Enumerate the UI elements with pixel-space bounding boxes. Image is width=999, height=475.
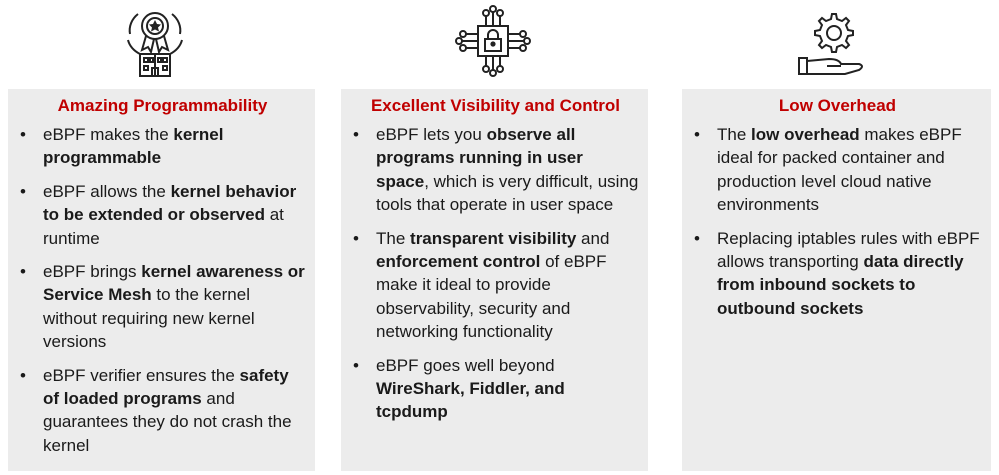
- bullet-item: [18, 180, 307, 250]
- bullet-list: [351, 123, 640, 424]
- bullet-dot: •: [353, 228, 359, 248]
- bullet-text: at runtime: [43, 205, 284, 248]
- bullet-bold-text: data directly from inbound sockets to outbound sockets: [717, 252, 964, 318]
- bullet-dot: •: [20, 181, 26, 201]
- bullet-bold-text: transparent visibility: [410, 228, 577, 248]
- bullet-item: [692, 123, 983, 217]
- bullet-text: and guarantees they do not crash the kernel: [43, 389, 292, 455]
- bullet-dot: •: [20, 365, 26, 385]
- gear-hand-icon: [789, 4, 879, 82]
- bullet-list: [18, 123, 307, 457]
- bullet-text: of eBPF make it ideal to provide observability, security and networking functionality: [376, 252, 607, 342]
- bullet-text: makes eBPF ideal for packed container and production level cloud native environments: [717, 125, 962, 215]
- bullet-text: , which is very difficult, using tools that operate in user space: [376, 171, 639, 215]
- circuit-lock-icon: [448, 4, 538, 82]
- bullet-bold-text: enforcement control: [376, 252, 541, 272]
- bullet-text: eBPF verifier ensures the: [43, 365, 240, 385]
- bullet-bold-text: low overhead: [751, 125, 860, 144]
- bullet-item: [18, 364, 307, 458]
- bullet-text: eBPF makes the: [43, 125, 174, 144]
- panel-title: Excellent Visibility and Control: [370, 96, 621, 115]
- bullet-dot: •: [694, 228, 700, 248]
- bullet-item: [351, 123, 640, 217]
- bullet-bold-text: kernel awareness or Service Mesh: [43, 262, 305, 305]
- bullet-text: The: [376, 228, 411, 248]
- bullet-dot: •: [20, 262, 26, 282]
- bullet-text: The: [717, 125, 752, 144]
- bullet-text: Replacing iptables rules with eBPF allows transporting: [717, 228, 980, 272]
- bullet-dot: •: [20, 125, 26, 144]
- bullet-bold-text: kernel behavior to be extended or observed: [43, 181, 297, 225]
- bullet-text: eBPF brings: [43, 262, 142, 282]
- panel-title: Amazing Programmability: [57, 96, 268, 115]
- bullet-item: [18, 123, 307, 170]
- panel-low-overhead: [682, 89, 991, 471]
- bullet-dot: •: [353, 125, 359, 144]
- bullet-text: eBPF allows the: [43, 181, 171, 201]
- panel-title: Low Overhead: [778, 96, 897, 115]
- bullet-item: [351, 354, 640, 424]
- bullet-item: [351, 227, 640, 344]
- bullet-bold-text: WireShark, Fiddler, and tcpdump: [376, 379, 565, 422]
- bullet-dot: •: [694, 125, 700, 144]
- panel-amazing-programmability: [8, 89, 315, 471]
- bullet-text: and: [576, 228, 610, 248]
- bullet-list: [692, 123, 983, 320]
- bullet-text: eBPF goes well beyond: [376, 355, 555, 375]
- bullet-item: [692, 227, 983, 321]
- bullet-bold-text: observe all programs running in user space: [376, 125, 583, 191]
- bullet-text: eBPF lets you: [376, 125, 487, 144]
- award-medal-building-icon: [110, 4, 200, 82]
- bullet-text: to the kernel without requiring new kernel versions: [43, 285, 255, 352]
- bullet-dot: •: [353, 355, 359, 375]
- bullet-bold-text: safety of loaded programs: [43, 365, 289, 409]
- bullet-bold-text: kernel programmable: [43, 125, 224, 168]
- panel-visibility-control: [341, 89, 648, 471]
- bullet-item: [18, 260, 307, 354]
